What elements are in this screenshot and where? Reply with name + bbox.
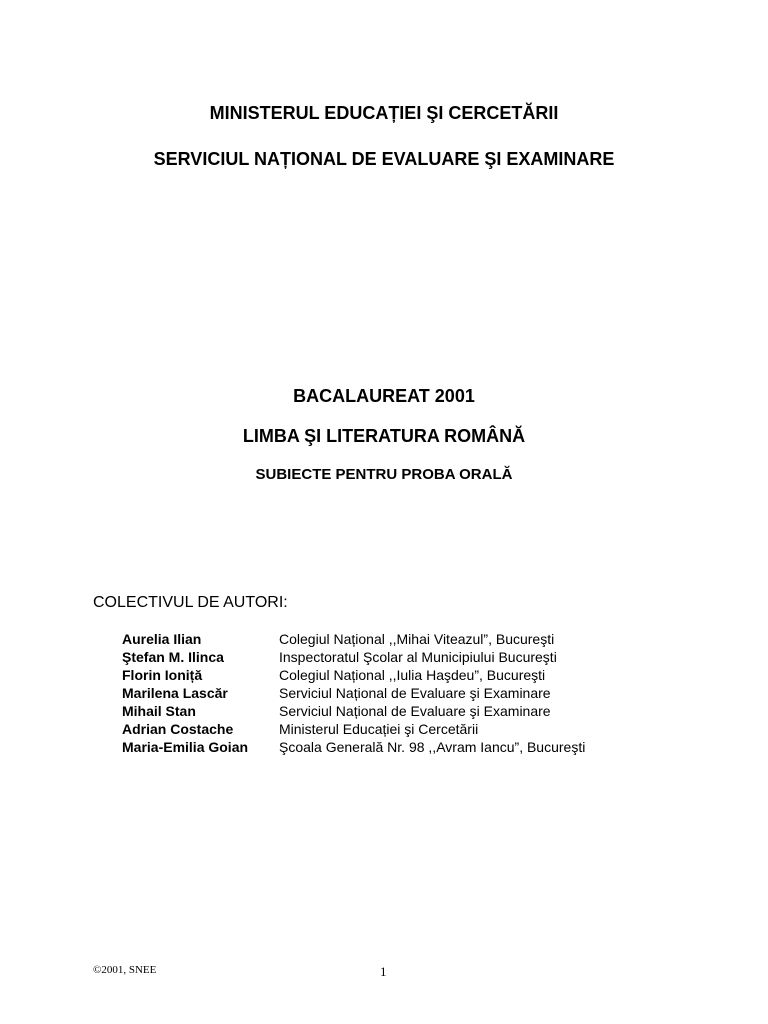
author-row: [122, 720, 585, 738]
author-name: Marilena Lascăr: [122, 685, 228, 701]
exam-title: BACALAUREAT 2001: [293, 386, 475, 406]
author-row: [122, 702, 585, 720]
subject-title: LIMBA ŞI LITERATURA ROMÂNĂ: [242, 426, 526, 446]
author-name: Mihail Stan: [122, 703, 196, 719]
authors-heading: COLECTIVUL DE AUTORI:: [93, 594, 288, 611]
author-row: [122, 684, 585, 702]
author-affiliation: Colegiul Național ,,Iulia Haşdeu”, Bucureşti: [279, 667, 546, 683]
author-affiliation: Inspectoratul Şcolar al Municipiului Bucureşti: [279, 649, 557, 665]
page-number: 1: [380, 964, 387, 979]
author-affiliation: Serviciul Național de Evaluare şi Examinare: [279, 685, 551, 701]
author-name: Aurelia Ilian: [122, 631, 202, 647]
author-row: [122, 630, 585, 648]
author-name: Florin Ioniță: [122, 667, 203, 683]
author-row: [122, 738, 585, 756]
author-name: Ştefan M. Ilinca: [122, 649, 224, 665]
author-row: [122, 666, 585, 684]
author-affiliation: Ministerul Educației şi Cercetării: [279, 721, 479, 737]
ministry-heading: MINISTERUL EDUCAȚIEI ŞI CERCETĂRII: [209, 103, 559, 123]
footer-copyright: ©2001, SNEE: [93, 964, 157, 976]
authors-list: [122, 630, 585, 756]
subtitle: SUBIECTE PENTRU PROBA ORALĂ: [255, 466, 513, 483]
author-row: [122, 648, 585, 666]
service-heading: SERVICIUL NAȚIONAL DE EVALUARE ŞI EXAMINARE: [153, 149, 615, 169]
author-affiliation: Serviciul Național de Evaluare şi Examinare: [279, 703, 551, 719]
author-affiliation: Colegiul Național ,,Mihai Viteazul”, Bucureşti: [279, 631, 555, 647]
author-name: Maria-Emilia Goian: [122, 739, 249, 755]
author-affiliation: Şcoala Generală Nr. 98 ,,Avram Iancu”, Bucureşti: [279, 739, 586, 755]
author-name: Adrian Costache: [122, 721, 234, 737]
